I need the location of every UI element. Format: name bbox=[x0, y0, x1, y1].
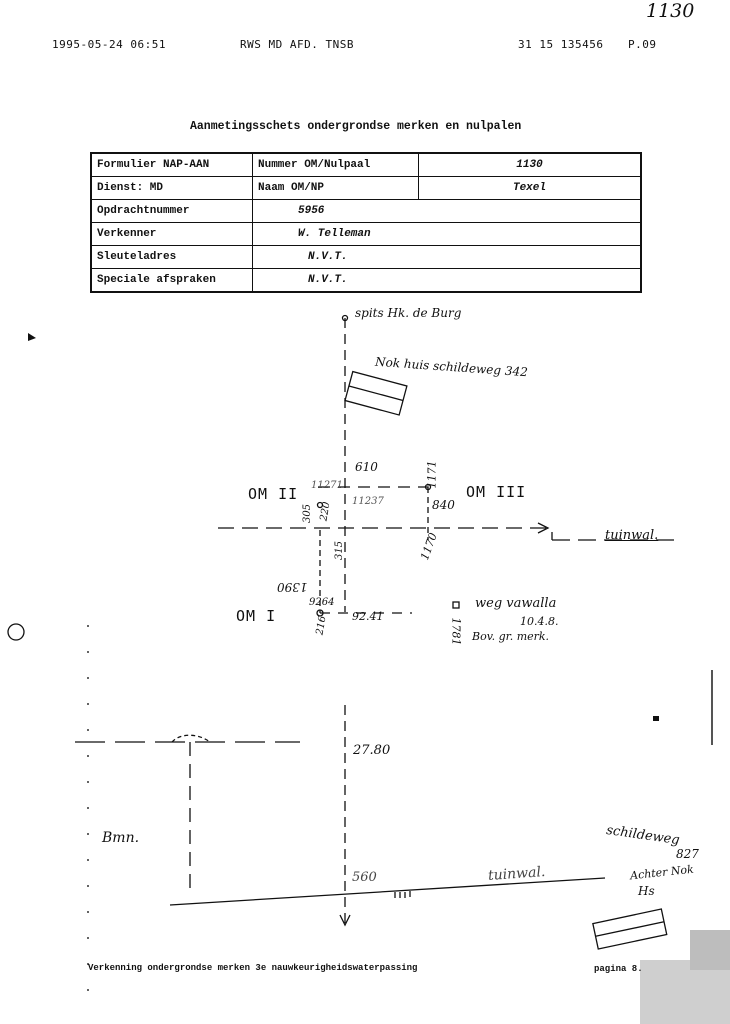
distance-9264: 9264 bbox=[309, 597, 335, 608]
distance-315: 315 bbox=[334, 540, 346, 561]
spits-label: spits Hk. de Burg bbox=[355, 306, 462, 320]
distance-2780: 27.80 bbox=[353, 743, 391, 758]
om-name-value: Texel bbox=[419, 177, 642, 200]
weg-label: weg vawalla bbox=[475, 596, 557, 611]
sleuteladres-value: N.V.T. bbox=[253, 246, 642, 269]
tuinwal-top-label: tuinwal. bbox=[605, 528, 659, 543]
weg-date: 10.4.8. bbox=[520, 615, 559, 628]
form-label: Sleuteladres bbox=[91, 246, 253, 269]
achter-nok-symbol bbox=[593, 909, 667, 949]
distance-305: 305 bbox=[302, 503, 314, 524]
form-label: Speciale afspraken bbox=[91, 269, 253, 293]
fax-sender: RWS MD AFD. TNSB bbox=[240, 38, 354, 51]
distance-560: 560 bbox=[352, 870, 377, 885]
distance-610: 610 bbox=[355, 460, 378, 474]
handwritten-page-number: 1130 bbox=[646, 0, 695, 22]
schildeweg-number: 827 bbox=[676, 847, 699, 861]
house-symbol bbox=[345, 372, 407, 415]
bmn-label: Bmn. bbox=[102, 830, 140, 846]
om3-label: OM III bbox=[466, 483, 527, 501]
footer-page: pagina 8. bbox=[594, 964, 643, 974]
ink-dot bbox=[653, 716, 659, 721]
distance-1781: 1781 bbox=[449, 617, 463, 646]
bottom-tuinwal-line bbox=[170, 878, 605, 905]
om2-label: OM II bbox=[248, 485, 299, 503]
footer-text: Verkenning ondergrondse merken 3e nauwkeurigheidswaterpassing bbox=[88, 963, 418, 973]
schildeweg-label: schildeweg bbox=[605, 822, 681, 849]
distance-11271: 11271 bbox=[311, 480, 343, 491]
fax-datetime: 1995-05-24 06:51 bbox=[52, 38, 166, 51]
opdracht-value: 5956 bbox=[253, 200, 642, 223]
form-label: Verkenner bbox=[91, 223, 253, 246]
distance-1170: 1170 bbox=[418, 531, 440, 562]
distance-11237: 11237 bbox=[352, 496, 384, 507]
distance-840: 840 bbox=[432, 498, 455, 512]
distance-216: 216 bbox=[314, 615, 329, 636]
distance-1390: 1390 bbox=[277, 580, 308, 594]
distance-9241: 92.41 bbox=[352, 610, 384, 623]
scan-artifact bbox=[690, 930, 730, 970]
form-label: Formulier NAP-AAN bbox=[91, 153, 253, 177]
verkenner-value: W. Telleman bbox=[253, 223, 642, 246]
bov-label: Bov. gr. merk. bbox=[472, 630, 550, 643]
tuinwal-bottom-label: tuinwal. bbox=[487, 864, 546, 884]
weg-marker bbox=[453, 602, 459, 608]
document-title: Aanmetingsschets ondergrondse merken en nulpalen bbox=[190, 120, 522, 133]
nok-huis-label: Nok huis schildeweg 342 bbox=[374, 354, 529, 380]
form-field-label: Naam OM/NP bbox=[253, 177, 419, 200]
afspraken-value: N.V.T. bbox=[253, 269, 642, 293]
fax-page: P.09 bbox=[628, 38, 657, 51]
fax-phone: 31 15 135456 bbox=[518, 38, 604, 51]
distance-220: 220 bbox=[318, 501, 333, 522]
hs-label: Hs bbox=[638, 884, 655, 898]
form-label: Opdrachtnummer bbox=[91, 200, 253, 223]
om1-label: OM I bbox=[236, 607, 277, 625]
form-field-label: Nummer OM/Nulpaal bbox=[253, 153, 419, 177]
form-label: Dienst: MD bbox=[91, 177, 253, 200]
distance-1171: 1171 bbox=[425, 460, 439, 489]
achter-nok-label: Achter Nok bbox=[629, 862, 695, 883]
page-blob bbox=[8, 624, 24, 640]
om-number-value: 1130 bbox=[419, 153, 642, 177]
ink-mark bbox=[28, 333, 36, 341]
